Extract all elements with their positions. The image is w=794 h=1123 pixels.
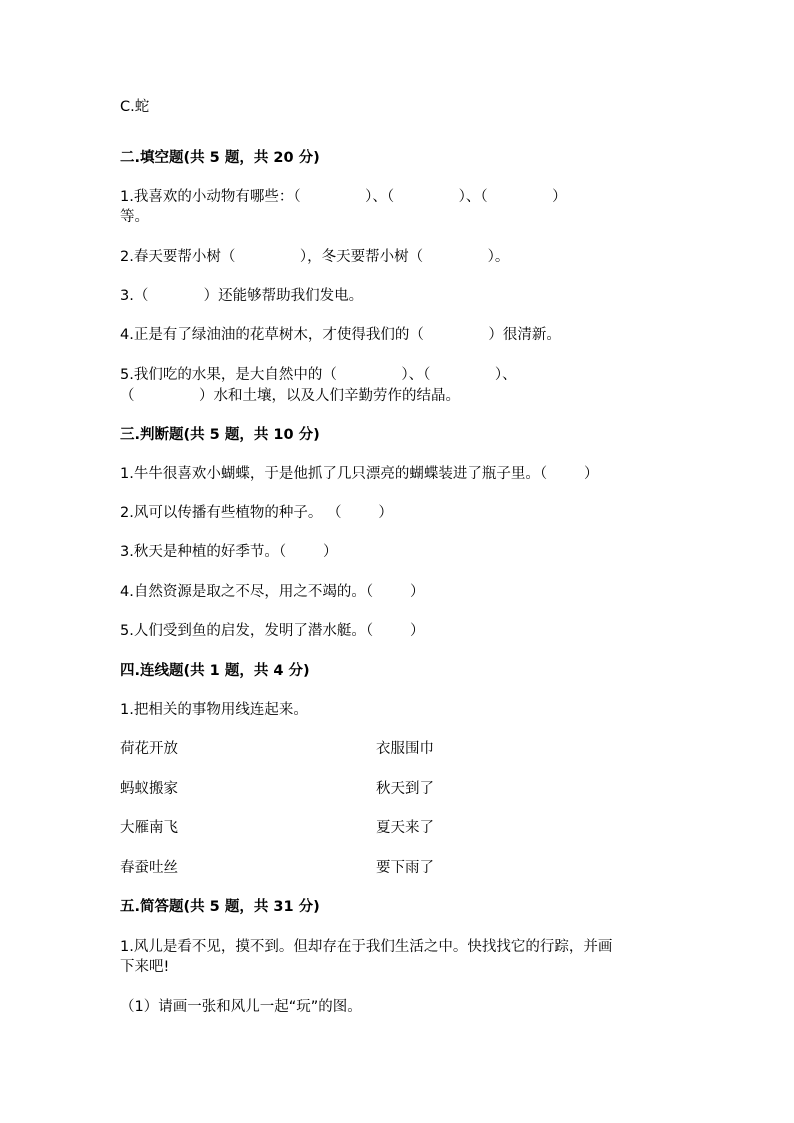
- short-q1-line1: 1.风儿是看不见，摸不到。但却存在于我们生活之中。快找找它的行踪，并画: [120, 939, 613, 955]
- judge-q4: 4.自然资源是取之不尽，用之不竭的。（ ）: [120, 584, 425, 600]
- section-3-heading: 三.判断题(共 5 题，共 10 分): [120, 427, 320, 443]
- match-left-item: 春蚕吐丝: [120, 860, 178, 876]
- short-q1-sub1: （1）请画一张和风儿一起“玩”的图。: [120, 999, 362, 1015]
- match-right-item: 夏天来了: [376, 820, 434, 836]
- judge-q5: 5.人们受到鱼的启发，发明了潜水艇。（ ）: [120, 623, 425, 639]
- fill-q1-line2: 等。: [120, 209, 149, 225]
- judge-q1: 1.牛牛很喜欢小蝴蝶，于是他抓了几只漂亮的蝴蝶装进了瓶子里。（ ）: [120, 466, 599, 482]
- option-c: C.蛇: [120, 99, 150, 115]
- fill-q5-line2: （ ）水和土壤，以及人们辛勤劳作的结晶。: [120, 388, 461, 404]
- fill-q2: 2.春天要帮小树（ ），冬天要帮小树（ ）。: [120, 249, 510, 265]
- match-right-item: 要下雨了: [376, 860, 434, 876]
- match-left-item: 大雁南飞: [120, 820, 178, 836]
- match-left-item: 荷花开放: [120, 741, 178, 757]
- match-left-item: 蚂蚁搬家: [120, 781, 178, 797]
- match-right-item: 秋天到了: [376, 781, 434, 797]
- judge-q3: 3.秋天是种植的好季节。（ ）: [120, 544, 338, 560]
- short-q1-line2: 下来吧!: [120, 959, 170, 975]
- judge-q2: 2.风可以传播有些植物的种子。 （ ）: [120, 505, 393, 521]
- section-5-heading: 五.简答题(共 5 题，共 31 分): [120, 899, 320, 915]
- fill-q3: 3.（ ）还能够帮助我们发电。: [120, 288, 364, 304]
- section-2-heading: 二.填空题(共 5 题，共 20 分): [120, 150, 320, 166]
- fill-q1-line1: 1.我喜欢的小动物有哪些：（ ）、（ ）、（ ）: [120, 189, 567, 205]
- section-4-heading: 四.连线题(共 1 题，共 4 分): [120, 663, 310, 679]
- match-q1: 1.把相关的事物用线连起来。: [120, 702, 308, 718]
- match-right-item: 衣服围巾: [376, 741, 434, 757]
- fill-q4: 4.正是有了绿油油的花草树木，才使得我们的（ ）很清新。: [120, 327, 561, 343]
- fill-q5-line1: 5.我们吃的水果，是大自然中的（ ）、（ ）、: [120, 367, 517, 383]
